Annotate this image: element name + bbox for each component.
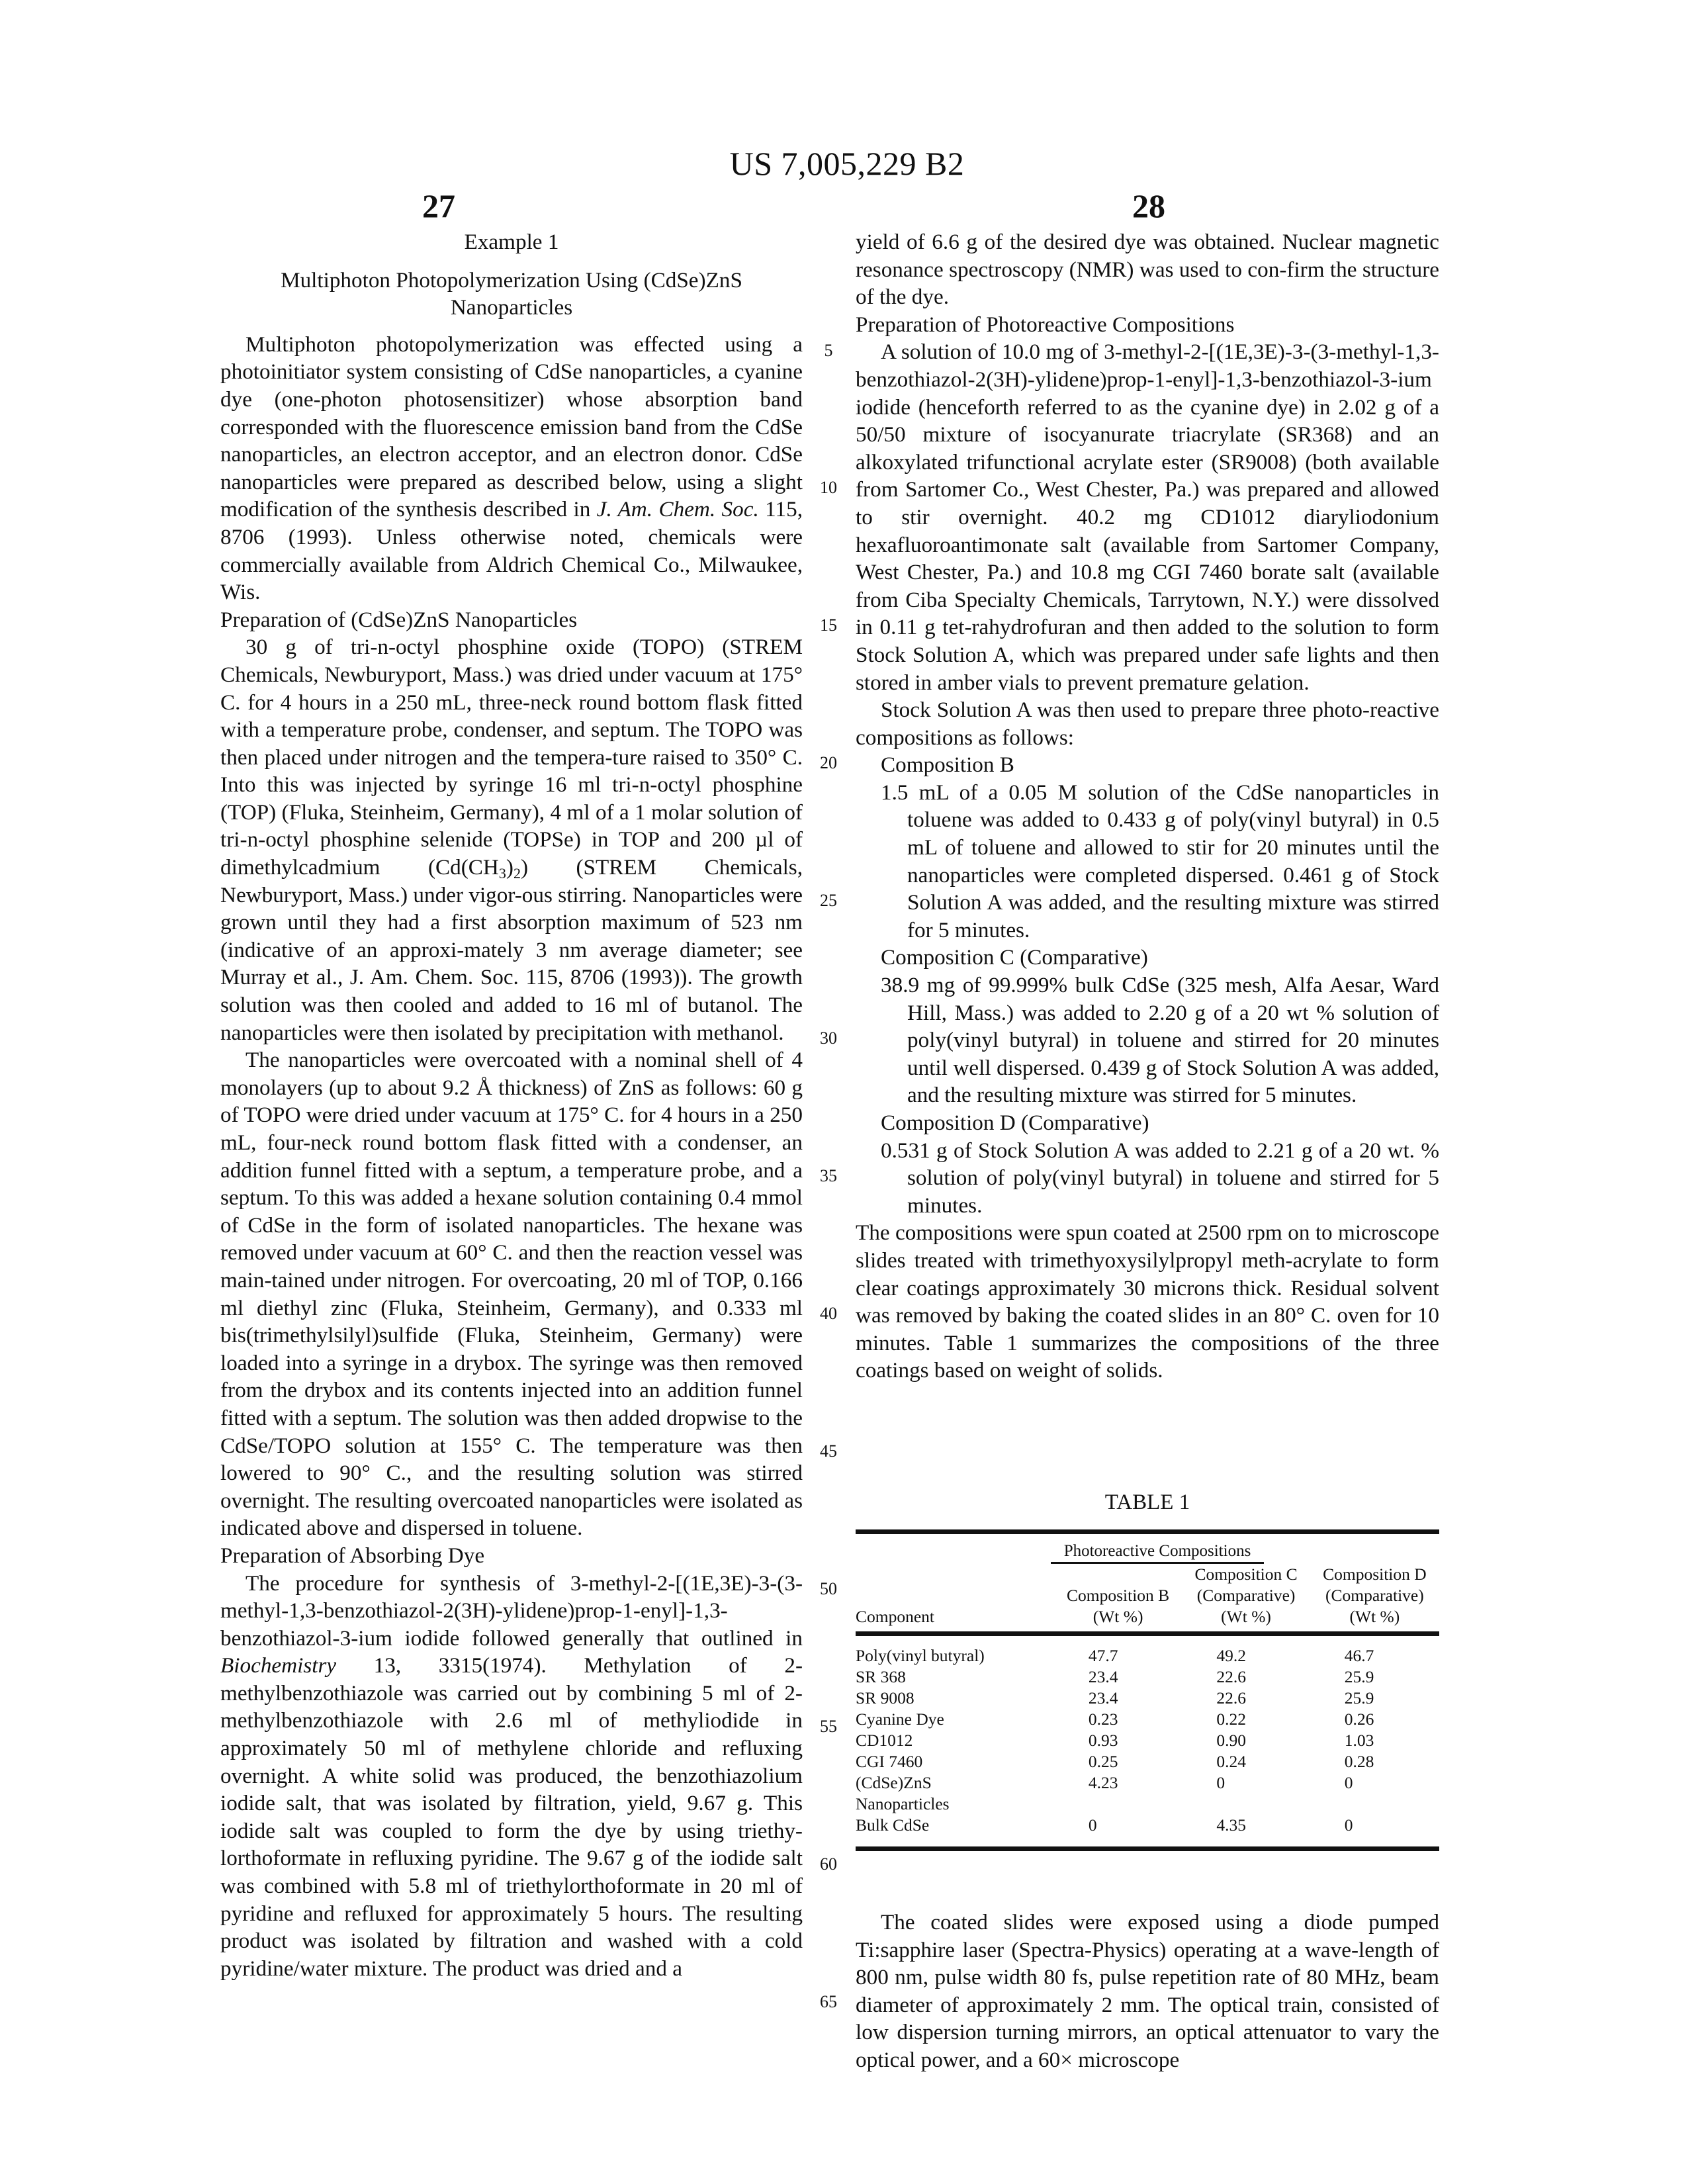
table-body: [856, 1645, 1439, 1836]
page-number-right: 28: [1083, 187, 1215, 225]
cell-composition-c: 49.2: [1182, 1645, 1310, 1666]
cell-composition-c: [1182, 1794, 1310, 1815]
table-group-header: [856, 1542, 1439, 1564]
page-number-left: 27: [373, 187, 505, 225]
cell-composition-b: [1054, 1794, 1182, 1815]
cell-component: SR 9008: [856, 1688, 1054, 1709]
cell-composition-d: 0.26: [1310, 1709, 1439, 1730]
line-number: 40: [815, 1304, 842, 1324]
line-number: 5: [815, 341, 842, 361]
line-number: 25: [815, 891, 842, 911]
line-number: 55: [815, 1717, 842, 1737]
subscript: 2: [513, 865, 521, 882]
cell-composition-b: 47.7: [1054, 1645, 1182, 1666]
cell-component: CD1012: [856, 1730, 1054, 1751]
cell-composition-b: 0.23: [1054, 1709, 1182, 1730]
composition-c-text: 38.9 mg of 99.999% bulk CdSe (325 mesh, Alfa Aesar, Ward Hill, Mass.) was added to 2.20 g of a 20 wt % solution of poly(vinyl butyral) in toluene and stirred for 20 minutes until well dispersed. 0.439 g of Stock Solution A was added, and the resulting mixture was stirred for 5 minutes.: [856, 972, 1439, 1109]
cell-component: Nanoparticles: [856, 1794, 1054, 1815]
journal-citation: J. Am. Chem. Soc.: [597, 497, 759, 522]
text: Multiphoton photopolymerization was effected using a photoinitiator system consisting of CdSe nanoparticles, a cyanine dye (one-photon photosensitizer) whose absorption band corresponded with the fluorescence emission band from the CdSe nanoparticles, an electron acceptor, and an electron donor. CdSe nanoparticles were prepared as described below, using a slight modification of the synthesis described in: [220, 332, 803, 522]
line-number: 35: [815, 1166, 842, 1186]
cell-composition-b: 0.93: [1054, 1730, 1182, 1751]
section-title-line1: Multiphoton Photopolymerization Using (CdSe)ZnS: [220, 267, 803, 295]
table-bottom-rule: [856, 1846, 1439, 1851]
paragraph-spin-coating: The compositions were spun coated at 2500 rpm on to microscope slides treated with trimethyoxysilylpropyl meth-acrylate to form clear coatings approximately 30 microns thick. Residual solvent was removed by baking the coated slides in an 80° C. oven for 10 minutes. Table 1 summarizes the compositions of the three coatings based on weight of solids.: [856, 1219, 1439, 1385]
table-row: [856, 1645, 1439, 1666]
cell-composition-d: 0: [1310, 1815, 1439, 1836]
table-row: [856, 1772, 1439, 1794]
composition-d-text: 0.531 g of Stock Solution A was added to 2.21 g of a 20 wt. % solution of poly(vinyl butyral) in toluene and stirred for 5 minutes.: [856, 1137, 1439, 1220]
group-header-label: Photoreactive Compositions: [1051, 1542, 1265, 1564]
line-number: 30: [815, 1028, 842, 1048]
cell-component: CGI 7460: [856, 1751, 1054, 1772]
cell-composition-d: [1310, 1794, 1439, 1815]
right-column-continued: [856, 1909, 1439, 2074]
cell-component: (CdSe)ZnS: [856, 1772, 1054, 1794]
cell-composition-d: 1.03: [1310, 1730, 1439, 1751]
cell-composition-b: 23.4: [1054, 1688, 1182, 1709]
composition-c-title: Composition C (Comparative): [856, 944, 1439, 972]
table-row: [856, 1666, 1439, 1688]
cell-composition-c: 22.6: [1182, 1666, 1310, 1688]
paragraph-laser-exposure: The coated slides were exposed using a diode pumped Ti:sapphire laser (Spectra-Physics) operating at a wave-length of 800 nm, pulse width 80 fs, pulse repetition rate of 80 MHz, beam diameter of approximately 2 mm. The optical train, consisted of low dispersion turning mirrors, an optical attenuator to vary the optical power, and a 60× microscope: [856, 1909, 1439, 2074]
cell-component: Bulk CdSe: [856, 1815, 1054, 1836]
table-1: [856, 1490, 1439, 1851]
right-column: [856, 228, 1439, 1385]
cell-composition-d: 0.28: [1310, 1751, 1439, 1772]
paragraph-compositions-intro: Stock Solution A was then used to prepare three photo-reactive compositions as follows:: [856, 696, 1439, 751]
table-row: [856, 1688, 1439, 1709]
heading-prep-photoreactive: Preparation of Photoreactive Compositions: [856, 311, 1439, 339]
text: 30 g of tri-n-octyl phosphine oxide (TOPO) (STREM Chemicals, Newburyport, Mass.) was dried under vacuum at 175° C. for 4 hours in a 250 mL, three-neck round bottom flask fitted with a temperature probe, condenser, and septum. The TOPO was then placed under nitrogen and the tempera-ture raised to 350° C. Into this was injected by syringe 16 ml tri-n-octyl phosphine (TOP) (Fluka, Steinheim, Germany), 4 ml of a 1 molar solution of tri-n-octyl phosphine selenide (TOPSe) in TOP and 200 µl of dimethylcadmium (Cd(CH: [220, 635, 803, 880]
cell-component: Cyanine Dye: [856, 1709, 1054, 1730]
line-number: 15: [815, 615, 842, 635]
column-header-component: Component: [856, 1564, 1054, 1631]
column-header-composition-b: Composition B (Wt %): [1054, 1564, 1182, 1631]
section-title-line2: Nanoparticles: [220, 294, 803, 322]
cell-composition-d: 0: [1310, 1772, 1439, 1794]
table-row: [856, 1751, 1439, 1772]
table-title: TABLE 1: [856, 1490, 1439, 1515]
cell-component: Poly(vinyl butyral): [856, 1645, 1054, 1666]
table-row: [856, 1794, 1439, 1815]
line-number: 45: [815, 1441, 842, 1461]
cell-composition-b: 0.25: [1054, 1751, 1182, 1772]
table-header-rule: [856, 1631, 1439, 1636]
composition-d-title: Composition D (Comparative): [856, 1109, 1439, 1137]
paragraph-overcoating: The nanoparticles were overcoated with a nominal shell of 4 monolayers (up to about 9.2 Å thickness) of ZnS as follows: 60 g of TOPO were dried under vacuum at 175° C. for 4 hours in a 250 mL, four-neck round bottom flask fitted with a condenser, an addition funnel fitted with a septum, a temperature probe, and a septum. To this was added a hexane solution containing 0.4 mmol of CdSe in the form of isolated nanoparticles. The hexane was removed under vacuum at 60° C. and then the reaction vessel was main-tained under nitrogen. For overcoating, 20 ml of TOP, 0.166 ml diethyl zinc (Fluka, Steinheim, Germany), and 0.333 ml bis(trimethylsilyl)sulfide (Fluka, Steinheim, Germany) were loaded into a syringe in a drybox. The syringe was then removed from the drybox and its contents injected into an addition funnel fitted with a septum. The solution was then added dropwise to the CdSe/TOPO solution at 155° C. The temperature was then lowered to 90° C., and the resulting solution was stirred overnight. The resulting overcoated nanoparticles were isolated as indicated above and dispersed in toluene.: [220, 1046, 803, 1542]
line-number: 65: [815, 1992, 842, 2012]
cell-composition-d: 46.7: [1310, 1645, 1439, 1666]
composition-b-title: Composition B: [856, 751, 1439, 779]
line-number: 20: [815, 753, 842, 773]
cell-composition-b: 0: [1054, 1815, 1182, 1836]
heading-prep-cdse: Preparation of (CdSe)ZnS Nanoparticles: [220, 606, 803, 634]
table-row: [856, 1730, 1439, 1751]
cell-composition-d: 25.9: [1310, 1666, 1439, 1688]
cell-composition-c: 22.6: [1182, 1688, 1310, 1709]
example-title: Example 1: [220, 228, 803, 256]
cell-composition-c: 4.35: [1182, 1815, 1310, 1836]
line-number: 60: [815, 1854, 842, 1874]
line-number: 50: [815, 1579, 842, 1599]
composition-b-text: 1.5 mL of a 0.05 M solution of the CdSe nanoparticles in toluene was added to 0.433 g of poly(vinyl butyral) in 0.5 mL of toluene and allowed to stir for 20 minutes until the nanoparticles were completed dispersed. 0.461 g of Stock Solution A was added, and the resulting mixture was stirred for 5 minutes.: [856, 779, 1439, 944]
text: 115, 8706 (1993). Unless otherwise noted, chemicals were commercially available from Aldrich Chemical Co., Milwaukee, Wis.: [220, 497, 803, 604]
cell-component: SR 368: [856, 1666, 1054, 1688]
text: 13, 3315(1974). Methylation of 2-methylbenzothiazole was carried out by combining 5 ml of 2-methylbenzothiazole with 2.6 ml of methyliodide in approximately 50 ml of methylene chloride and refluxing overnight. A white solid was produced, the benzothiazolium iodide salt, that was isolated by filtration, yield, 9.67 g. This iodide salt was coupled to form the dye by using triethy-lorthoformate in refluxing pyridine. The 9.67 g of the iodide salt was combined with 5.8 ml of triethylorthoformate in 20 ml of pyridine and refluxed for approximately 5 hours. The resulting product was isolated by filtration and washed with a cold pyridine/water mixture. The product was dried and a: [220, 1653, 803, 1981]
cell-composition-b: 23.4: [1054, 1666, 1182, 1688]
text: ): [506, 855, 513, 880]
compositions-table: [856, 1564, 1439, 1836]
paragraph-cdse-synthesis: [220, 633, 803, 1046]
cell-composition-c: 0.22: [1182, 1709, 1310, 1730]
paragraph-intro: [220, 331, 803, 606]
table-top-rule: [856, 1529, 1439, 1534]
cell-composition-b: 4.23: [1054, 1772, 1182, 1794]
patent-number: US 7,005,229 B2: [0, 144, 1694, 183]
paragraph-stock-solution: A solution of 10.0 mg of 3-methyl-2-[(1E,3E)-3-(3-methyl-1,3-benzothiazol-2(3H)-ylidene)prop-1-enyl]-1,3-benzothiazol-3-ium iodide (henceforth referred to as the cyanine dye) in 2.02 g of a 50/50 mixture of isocyanurate triacrylate (SR368) and an alkoxylated trifunctional acrylate ester (SR9008) (both available from Sartomer Co., West Chester, Pa.) was prepared and allowed to stir overnight. 40.2 mg CD1012 diaryliodonium hexafluoroantimonate salt (available from Sartomer Company, West Chester, Pa.) and 10.8 mg CGI 7460 borate salt (available from Ciba Specialty Chemicals, Tarrytown, N.Y.) were dissolved in 0.11 g tet-rahydrofuran and then added to the solution to form Stock Solution A, which was prepared under safe lights and then stored in amber vials to prevent premature gelation.: [856, 338, 1439, 696]
table-row: [856, 1709, 1439, 1730]
column-header-composition-c: Composition C (Comparative) (Wt %): [1182, 1564, 1310, 1631]
paragraph-yield: yield of 6.6 g of the desired dye was obtained. Nuclear magnetic resonance spectroscopy (NMR) was used to con-firm the structure of the dye.: [856, 228, 1439, 311]
heading-prep-dye: Preparation of Absorbing Dye: [220, 1542, 803, 1570]
column-header-composition-d: Composition D (Comparative) (Wt %): [1310, 1564, 1439, 1631]
left-column: [220, 228, 803, 1982]
subscript: 3: [499, 865, 506, 882]
cell-composition-d: 25.9: [1310, 1688, 1439, 1709]
table-row: [856, 1815, 1439, 1836]
text: The procedure for synthesis of 3-methyl-2-[(1E,3E)-3-(3-methyl-1,3-benzothiazol-2(3H)-ylidene)prop-1-enyl]-1,3-benzothiazol-3-ium iodide followed generally that outlined in: [220, 1571, 803, 1651]
table-header-row: [856, 1564, 1439, 1631]
line-number: 10: [815, 478, 842, 498]
text: ) (STREM Chemicals, Newburyport, Mass.) under vigor-ous stirring. Nanoparticles were grown until they had a first absorption maximum of 523 nm (indicative of an approxi-mately 3 nm average diameter; see Murray et al., J. Am. Chem. Soc. 115, 8706 (1993)). The growth solution was then cooled and added to 16 ml of butanol. The nanoparticles were then isolated by precipitation with methanol.: [220, 855, 803, 1045]
cell-composition-c: 0.24: [1182, 1751, 1310, 1772]
cell-composition-c: 0.90: [1182, 1730, 1310, 1751]
journal-citation: Biochemistry: [220, 1653, 336, 1678]
paragraph-dye-synthesis: [220, 1570, 803, 1983]
cell-composition-c: 0: [1182, 1772, 1310, 1794]
